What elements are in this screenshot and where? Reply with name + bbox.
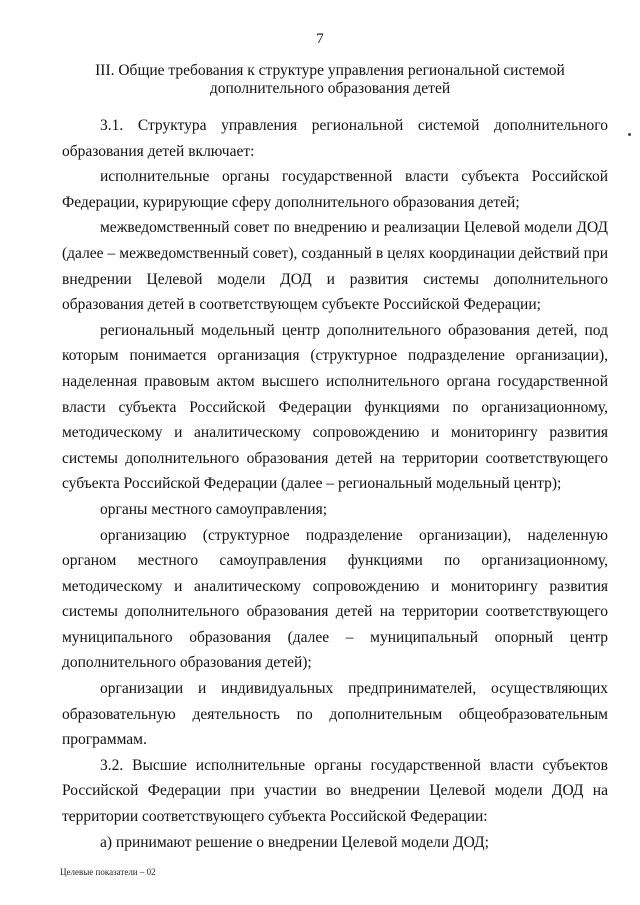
paragraph-organizations: организации и индивидуальных предпринимателей, осуществляющих образовательную деятельность по дополнительным общеобразовательным программам. — [62, 680, 608, 749]
paragraph-executive-bodies: исполнительные органы государственной власти субъекта Российской Федерации, курирующие сферу дополнительного образования детей; — [62, 168, 608, 211]
paragraph-regional-model-center: региональный модельный центр дополнительного образования детей, под которым понимается организация (структурное подразделение организации), наделенная правовым актом высшего исполнительного органа государственной власти субъекта Российской Федерации функциями по организационному, методическому и аналитическому сопровождению и мониторингу развития системы дополнительного образования детей на территории соответствующего субъекта Российской Федерации (далее – региональный модельный центр); — [62, 321, 608, 493]
paragraph-interagency-council: межведомственный совет по внедрению и реализации Целевой модели ДОД (далее – межведомственный совет), созданный в целях координации действий при внедрении Целевой модели ДОД и развития системы дополнительного образования детей в соответствующем субъекте Российской Федерации; — [62, 219, 608, 314]
section-heading-line-1: III. Общие требования к структуре управления региональной системой — [95, 62, 565, 79]
paragraph-local-government: органы местного самоуправления; — [100, 500, 328, 518]
document-body — [62, 113, 608, 855]
footer-note: Целевые показатели – 02 — [60, 867, 156, 877]
section-heading-line-2: дополнительного образования детей — [209, 80, 451, 97]
paragraph-3-2: 3.2. Высшие исполнительные органы государственной власти субъектов Российской Федерации при участии во внедрении Целевой модели ДОД на территории соответствующего субъекта Российской Федерации: — [62, 756, 608, 826]
paragraph-3-1: 3.1. Структура управления региональной системой дополнительного образования детей включает: — [62, 117, 608, 160]
scan-speck — [628, 133, 631, 136]
section-heading — [60, 62, 600, 98]
page-number: 7 — [316, 31, 324, 47]
paragraph-municipal-center: организацию (структурное подразделение организации), наделенную органом местного самоуправления функциями по организационному, методическому и аналитическому сопровождению и мониторингу развития системы дополнительного образования детей на территории соответствующего муниципального образования (далее – муниципальный опорный центр дополнительного образования детей); — [62, 526, 608, 672]
paragraph-item-a: а) принимают решение о внедрении Целевой модели ДОД; — [100, 833, 489, 851]
